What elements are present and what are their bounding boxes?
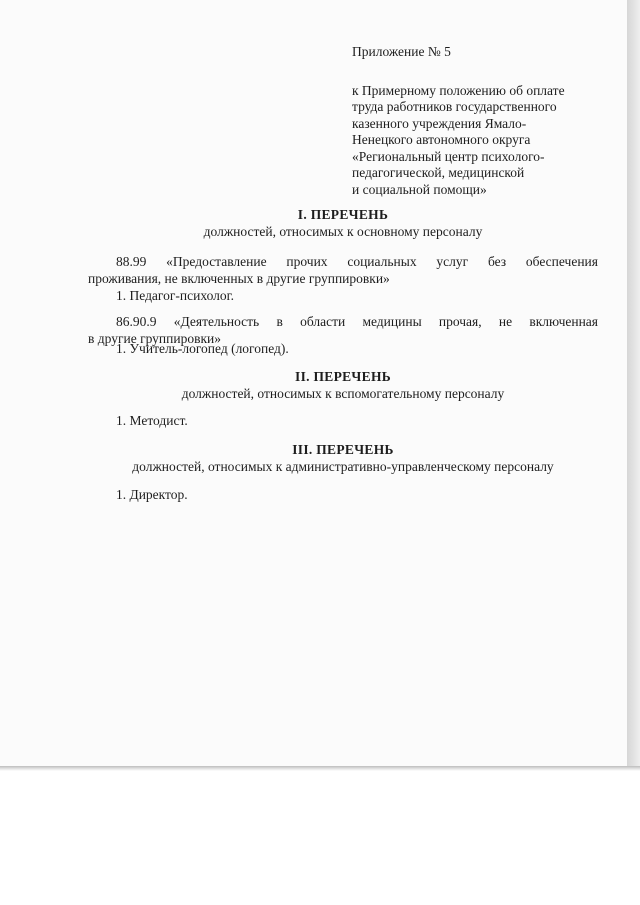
page-edge-shadow (627, 0, 640, 767)
section-2-heading (88, 368, 598, 402)
appendix-line: «Региональный центр психолого- (352, 148, 545, 164)
position-item: 1. Методист. (116, 413, 188, 428)
appendix-line: труда работников государственного (352, 99, 557, 114)
position-item: 1. Учитель-логопед (логопед). (116, 341, 289, 356)
section-subtitle: должностей, относимых к основному персоналу (203, 224, 483, 239)
page-bottom-shadow (0, 766, 640, 771)
section-title: III. ПЕРЕЧЕНЬ (292, 442, 394, 457)
appendix-number: Приложение № 5 (352, 44, 451, 59)
section-title: II. ПЕРЕЧЕНЬ (295, 369, 391, 384)
section-1-heading (88, 206, 598, 240)
appendix-line: и социальной помощи» (352, 181, 487, 197)
appendix-line: к Примерному положению об оплате (352, 82, 565, 98)
appendix-line: педагогической, медицинской (352, 165, 525, 180)
activity-code-paragraph (88, 253, 598, 287)
appendix-header (352, 44, 612, 198)
position-item: 1. Педагог-психолог. (116, 288, 235, 303)
appendix-line: казенного учреждения Ямало- (352, 115, 527, 131)
activity-code-continuation: в другие группировки» (88, 331, 222, 346)
activity-code-line: 86.90.9 «Деятельность в области медицины прочая, не включенная (116, 314, 598, 329)
activity-code-line: 88.99 «Предоставление прочих социальных услуг без обеспечения (116, 254, 598, 269)
section-subtitle: должностей, относимых к административно-управленческому персоналу (132, 459, 554, 474)
activity-code-continuation: проживания, не включенных в другие группировки» (88, 271, 390, 286)
position-item: 1. Директор. (116, 487, 188, 502)
section-3-heading (88, 441, 598, 475)
section-title: I. ПЕРЕЧЕНЬ (297, 207, 389, 222)
section-subtitle: должностей, относимых к вспомогательному персоналу (181, 386, 505, 401)
appendix-line: Ненецкого автономного округа (352, 132, 531, 147)
